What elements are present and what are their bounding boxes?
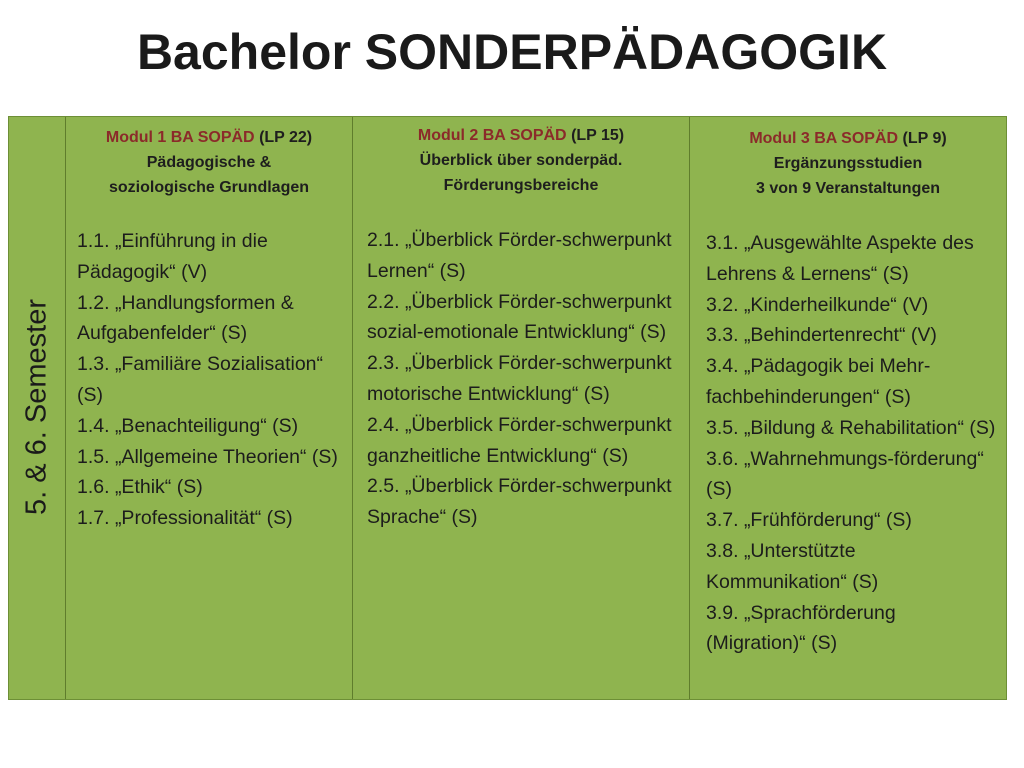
module-3-subtitle-1: Ergänzungsstudien [773,155,923,172]
course-item: 1.7. „Professionalität“ (S) [77,507,293,530]
course-item: 3.8. „Unterstützte Kommunikation“ (S) [706,539,879,593]
module-2-name: Modul 2 BA SOPÄD [417,127,567,144]
module-3-lp: (LP 9) [902,130,947,147]
semester-label: 5. & 6. Semester [20,299,53,515]
course-item: 3.3. „Behindertenrecht“ (V) [706,324,937,347]
module-2-subtitle-2: Förderungsbereiche [443,177,599,194]
course-item: 3.6. „Wahrnehmungs-förderung“ (S) [706,447,984,501]
module-3-subtitle-2: 3 von 9 Veranstaltungen [755,180,941,197]
course-item: 3.2. „Kinderheilkunde“ (V) [706,293,929,316]
module-2-lp: (LP 15) [571,127,625,144]
curriculum-table [8,116,1007,700]
course-item: 1.4. „Benachteiligung“ (S) [77,414,299,437]
course-item: 2.1. „Überblick Förder-schwerpunkt Lernen“ (S) [367,229,672,282]
module-3-name: Modul 3 BA SOPÄD [749,130,899,147]
course-item: 1.3. „Familiäre Sozialisation“ (S) [77,353,324,406]
module-3-column [690,117,1006,699]
module-2-course-list [353,225,689,533]
module-1-lp: (LP 22) [259,129,313,146]
module-2-title-line [353,123,689,148]
module-3-title-line [690,126,1006,151]
semester-column [9,117,66,699]
course-item: 3.1. „Ausgewählte Aspekte des Lehrens & Lernens“ (S) [706,232,974,285]
course-item: 2.2. „Überblick Förder-schwerpunkt sozial-emotionale Entwicklung“ (S) [367,290,672,344]
course-item: 3.5. „Bildung & Rehabilitation“ (S) [706,416,996,439]
module-1-name: Modul 1 BA SOPÄD [105,129,255,146]
module-1-subtitle-1: Pädagogische & [146,154,272,171]
course-item: 1.2. „Handlungsformen & Aufgabenfelder“ (S) [77,291,294,345]
course-item: 3.9. „Sprachförderung (Migration)“ (S) [706,601,896,655]
course-item: 2.3. „Überblick Förder-schwerpunkt motorische Entwicklung“ (S) [367,352,672,405]
module-3-header [690,126,1006,201]
course-item: 3.4. „Pädagogik bei Mehr-fachbehinderungen“ (S) [706,355,931,408]
module-2-subtitle-1: Überblick über sonderpäd. [419,152,623,169]
course-item: 2.4. „Überblick Förder-schwerpunkt ganzheitliche Entwicklung“ (S) [367,413,672,467]
module-3-course-list [690,228,1006,659]
course-item: 1.6. „Ethik“ (S) [77,476,203,499]
course-item: 3.7. „Frühförderung“ (S) [706,509,912,532]
module-1-course-list [66,226,352,534]
module-2-header [353,123,689,198]
page-title: Bachelor SONDERPÄDAGOGIK [136,24,888,80]
module-2-column [353,117,690,699]
module-1-title-line [66,125,352,150]
course-item: 1.5. „Allgemeine Theorien“ (S) [77,445,338,468]
module-1-column [66,117,353,699]
course-item: 1.1. „Einführung in die Pädagogik“ (V) [77,230,268,283]
module-1-header [66,125,352,200]
module-1-subtitle-2: soziologische Grundlagen [108,179,310,196]
course-item: 2.5. „Überblick Förder-schwerpunkt Sprache“ (S) [367,475,672,529]
